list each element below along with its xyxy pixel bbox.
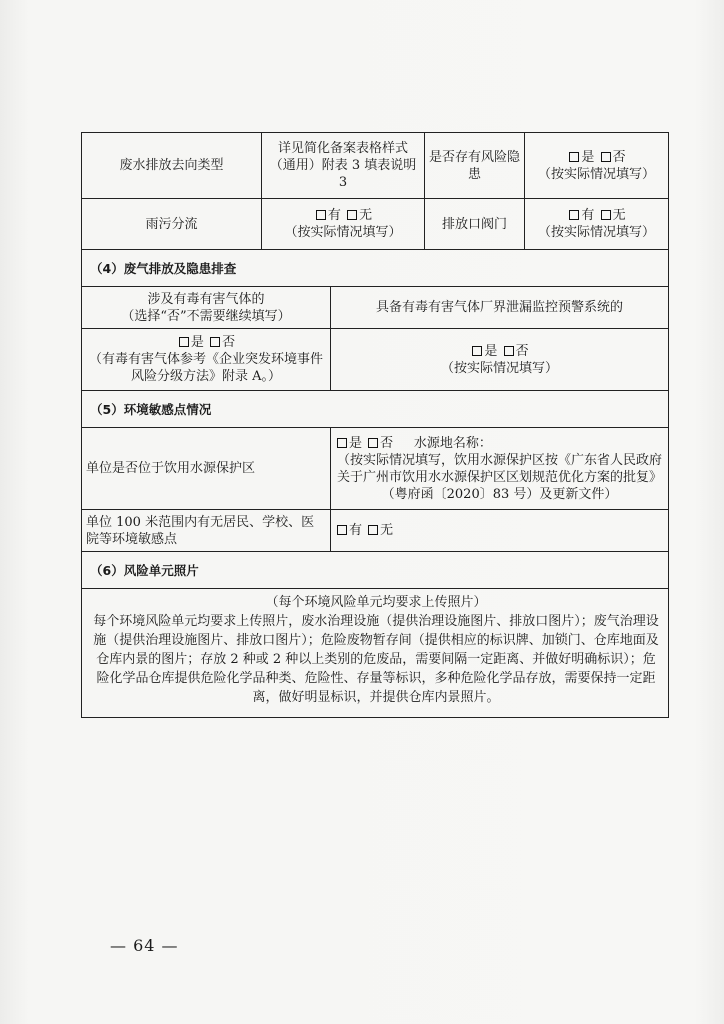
water-protection-note: （按实际情况填写，饮用水源保护区按《广东省人民政府关于广州市饮用水水源保护区区划规范优化方案的批复》（粤府函〔2020〕83 号）及更新文件）: [337, 452, 663, 502]
section-6-title: （6）风险单元照片: [82, 552, 669, 589]
water-yes-label: 是: [349, 435, 363, 451]
wastewater-ref: 详见简化备案表格样式（通用）附表 3 填表说明 3: [262, 133, 425, 199]
toxic-gas-choice: [82, 329, 331, 391]
toxic-no-checkbox[interactable]: [210, 337, 220, 347]
sens-none-label: 无: [380, 523, 394, 538]
sens-none-checkbox[interactable]: [368, 525, 378, 535]
sens-has-label: 有: [349, 523, 363, 538]
toxic-yes-checkbox[interactable]: [179, 337, 189, 347]
wastewater-row: [82, 133, 669, 199]
risk-hazard-choice: [525, 133, 669, 199]
water-protection-row: [82, 428, 669, 510]
rain-sewage-note: （按实际情况填写）: [284, 225, 402, 240]
outlet-valve-choice: [525, 199, 669, 250]
sensitive-points-row: [82, 510, 669, 552]
valve-has-label: 有: [581, 208, 595, 223]
wastewater-label: 废水排放去向类型: [82, 133, 262, 199]
none-checkbox[interactable]: [347, 210, 357, 220]
has-checkbox[interactable]: [316, 210, 326, 220]
toxic-no-label: 否: [222, 335, 236, 350]
leak-alarm-label: 具备有毒有害气体厂界泄漏监控预警系统的: [331, 287, 669, 329]
outlet-valve-label: 排放口阀门: [425, 199, 525, 250]
section-4-title: （4）废气排放及隐患排查: [82, 250, 669, 287]
section-5-header: [82, 391, 669, 428]
page-number: — 64 —: [110, 936, 179, 955]
none-label: 无: [359, 208, 373, 223]
leak-alarm-choice: [331, 329, 669, 391]
water-protection-choice: [331, 428, 669, 510]
yes-label: 是: [581, 149, 595, 165]
toxic-gas-sub: （选择“否”不需要继续填写）: [121, 308, 291, 324]
rain-sewage-row: [82, 199, 669, 250]
toxic-gas-question: [82, 287, 331, 329]
sensitive-points-choice: [331, 510, 669, 552]
photo-requirements-row: [82, 589, 669, 718]
rain-sewage-label: 雨污分流: [82, 199, 262, 250]
toxic-yes-label: 是: [190, 335, 204, 350]
no-checkbox[interactable]: [601, 152, 611, 162]
toxic-gas-answer-row: [82, 329, 669, 391]
photo-requirements-body: 每个环境风险单元均要求上传照片，废水治理设施（提供治理设施图片、排放口图片）；废气治理设施（提供治理设施图片、排放口图片）；危险废物暂存间（提供相应的标识牌、加锁门、仓库地面及仓库内景的图片；存放 2 种或 2 种以上类别的危废品，需要间隔一定距离、并做好明确标识）；危险化学品仓库提供危险化学品种类、危险性、存量等标识，多种危险化学品存放，需要保持一定距离，做好明显标识，并提供仓库内景照片。: [93, 614, 659, 705]
has-label: 有: [327, 208, 341, 223]
valve-has-checkbox[interactable]: [569, 210, 579, 220]
rain-sewage-choice: [262, 199, 425, 250]
yes-checkbox[interactable]: [569, 152, 579, 162]
toxic-gas-label: 涉及有毒有害气体的: [147, 291, 265, 307]
risk-hazard-label: 是否存有风险隐患: [425, 133, 525, 199]
sensitive-points-label: 单位 100 米范围内有无居民、学校、医院等环境敏感点: [82, 510, 331, 552]
alarm-no-checkbox[interactable]: [504, 346, 514, 356]
valve-none-label: 无: [612, 208, 626, 223]
toxic-gas-note: （有毒有害气体参考《企业突发环境事件风险分级方法》附录 A。）: [88, 352, 323, 384]
water-no-checkbox[interactable]: [368, 438, 378, 448]
risk-hazard-note: （按实际情况填写）: [538, 166, 656, 182]
section-6-header: [82, 552, 669, 589]
alarm-no-label: 否: [515, 343, 529, 359]
no-label: 否: [612, 149, 626, 165]
alarm-yes-label: 是: [484, 343, 498, 359]
water-protection-label: 单位是否位于饮用水源保护区: [82, 428, 331, 510]
alarm-yes-checkbox[interactable]: [472, 346, 482, 356]
toxic-gas-question-row: [82, 287, 669, 329]
photo-requirements: [82, 589, 669, 718]
valve-none-checkbox[interactable]: [601, 210, 611, 220]
sens-has-checkbox[interactable]: [337, 525, 347, 535]
water-yes-checkbox[interactable]: [337, 438, 347, 448]
photo-requirements-heading: （每个环境风险单元均要求上传照片）: [265, 595, 487, 610]
leak-alarm-note: （按实际情况填写）: [441, 360, 559, 376]
outlet-valve-note: （按实际情况填写）: [538, 225, 656, 240]
section-4-header: [82, 250, 669, 287]
section-5-title: （5）环境敏感点情况: [82, 391, 669, 428]
water-no-label: 否: [380, 435, 394, 451]
environmental-risk-form: [81, 132, 669, 718]
water-source-name-label: 水源地名称：: [413, 435, 492, 451]
